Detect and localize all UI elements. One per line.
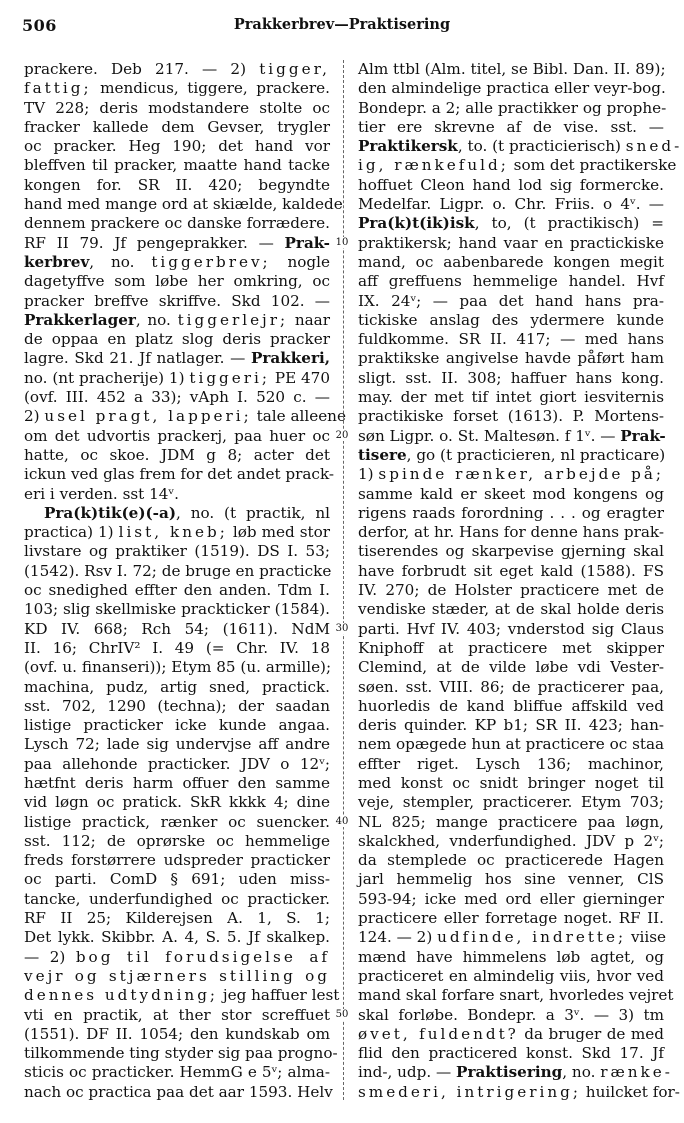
text-segment: fracker kallede dem Gevser, trygler [24,117,330,136]
text-line [358,735,664,754]
headword: Praktisering [456,1063,563,1082]
text-line [24,156,330,175]
text-segment: derfor, at hr. Hans for denne hans prak- [358,523,664,542]
text-segment: practica) 1) [24,523,119,542]
text-segment: PE 470 [270,368,331,387]
text-segment: have forbrudt sit eget kald (1588). FS [358,561,664,580]
text-segment: listige practicker icke kunde angaa. [24,716,330,735]
text-line [358,272,664,291]
text-line [24,1082,333,1102]
text-segment: om det udvortis prackerj, paa huer oc [24,426,330,445]
text-segment: da bruger de med [518,1024,664,1043]
text-line [358,678,664,697]
text-segment: practikiske forset (1613). P. Mortens- [358,407,664,426]
text-segment: jeg haffuer lest [218,986,340,1005]
text-segment: no. (nt pracherije) 1) [24,368,190,387]
line-number: 30 [331,623,353,634]
text-segment: dagetyffve som løbe her omkring, oc [24,272,330,291]
text-segment: den almindelige practica eller veyr-bog. [358,79,666,98]
definition-gloss: øvet, fuldendt? [358,1024,519,1043]
headword: Prak- [284,233,330,252]
text-line [358,1063,673,1082]
text-line [24,658,330,677]
text-segment: livstare og praktiker (1519). DS I. 53; [24,542,330,561]
text-segment: , no. (t practik, nl [176,503,330,522]
text-segment: (ovf. III. 452 a 33); vAph I. 520 c. — [24,388,330,407]
text-line [24,234,330,253]
text-line [358,832,664,851]
text-line [358,581,664,600]
text-line [358,1044,664,1063]
text-line [358,620,664,639]
text-line [358,118,664,137]
text-line [358,504,664,523]
text-segment: søen. sst. VIII. 86; de practicerer paa, [358,677,664,696]
text-line [24,388,330,407]
text-line [24,349,330,368]
text-segment: oc parti. ComD § 691; uden miss- [24,870,330,889]
text-line [24,407,346,426]
definition-gloss: usel pragt, lapperi; [44,407,252,426]
headword: kerbrev [24,252,90,271]
text-segment: paa allehonde practicker. JDV o 12ᵛ; [24,754,330,773]
text-segment: sst. 702, 1290 (techna); der saadan [24,696,330,715]
text-line [24,1063,330,1082]
text-line [358,967,664,986]
text-segment: da stemplede oc practicerede Hagen [358,851,664,870]
text-segment: Lysch 72; lade sig undervjse aff andre [24,735,330,754]
text-segment: — 2) [24,947,76,966]
text-segment: RF II 25; Kilderejsen A. 1, S. 1; [24,909,330,928]
text-line [358,813,664,832]
text-line [358,639,664,658]
text-line [358,1006,664,1025]
text-segment: NL 825; mange practicere paa løgn, [358,812,664,831]
text-line [358,870,664,889]
text-line [358,523,664,542]
text-line [358,311,664,330]
text-segment: hoffuet Cleon hand lod sig formercke. [358,175,664,194]
page-header [22,16,662,38]
text-line [358,446,664,465]
definition-gloss: spinde rænker, arbejde på; [378,465,665,484]
text-segment: mand, oc aabenbarede kongen megit [358,252,664,271]
text-line [358,909,664,928]
text-segment: vendiske stæder, at de skal holde deris [358,600,664,619]
text-line [24,195,343,214]
headword: Prakkerlager [24,310,136,329]
definition-gloss: vejr og stjærners stilling og [24,966,330,985]
text-line [358,948,664,967]
text-segment: huilcket for- [580,1082,680,1101]
text-line [358,716,664,735]
text-line [358,388,664,407]
text-segment: deris quinder. KP b1; SR II. 423; han- [358,716,664,735]
text-line [24,774,330,793]
text-segment: machina, pudz, artig sned, practick. [24,677,330,696]
text-line [24,485,330,504]
text-segment: hætfnt deris harm offuer den samme [24,773,330,792]
text-line [24,176,330,195]
definition-gloss: tiggerlejr; [177,310,289,329]
text-segment: oc pracker. Heg 190; det hand vor [24,137,330,156]
text-line [24,562,330,581]
text-segment: nach oc practica paa det aar 1593. Helv [24,1082,333,1101]
text-segment: KD IV. 668; Rch 54; (1611). NdM [24,619,330,638]
text-line [358,195,664,214]
text-line [358,349,664,368]
text-line [358,465,664,484]
text-line [24,697,330,716]
definition-gloss: sned- [625,137,683,156]
text-segment: nogle [270,252,331,271]
text-segment: skalckhed, vnderfundighed. JDV p 2ᵛ; [358,831,664,850]
text-segment: med konst oc snidt bringer noget til [358,773,664,792]
text-segment: IX. 24ᵛ; — paa det hand hans pra- [358,291,664,310]
text-line [24,253,330,272]
text-segment: Medelfar. Ligpr. o. Chr. Friis. o 4ᵛ. — [358,195,664,214]
text-segment: 593-94; icke med ord eller gierninger [358,889,664,908]
text-line [358,1082,680,1102]
text-line [358,427,664,446]
line-number: 40 [331,816,353,827]
text-line [24,581,330,600]
text-segment: (1542). Rsv I. 72; de bruge en practicke [24,561,332,580]
text-segment: listige practick, rænker oc suencker. [24,812,330,831]
text-segment: Clemind, at de vilde løbe vdi Vester- [358,658,664,677]
text-segment: jarl hemmelig hos sine venner, ClS [358,870,664,889]
text-line [24,523,330,542]
text-segment: prackere. Deb 217. — 2) [24,60,260,78]
text-line [358,774,664,793]
text-line [24,60,330,79]
text-segment: mand skal forfare snart, hvorledes vejret [358,986,674,1005]
text-line [358,292,664,311]
text-segment: tier ere skrevne af de vise. sst. — [358,117,664,136]
text-segment: freds forstørrere udspreder practicker [24,851,330,870]
text-line [24,311,330,330]
text-line [24,620,330,639]
text-line [24,928,330,947]
text-segment: practiceret en almindelig viis, hvor ved [358,966,664,985]
text-segment: TV 228; deris modstandere stolte oc [24,98,330,117]
text-segment: IV. 270; de Holster practicere met de [358,581,664,600]
text-segment: flid den practicered konst. Skd 17. Jf [358,1044,664,1063]
text-segment: practicere eller forretage noget. RF II. [358,909,664,928]
text-line [24,948,330,967]
line-number: 50 [331,1009,353,1020]
text-line [24,504,330,523]
definition-gloss: bog til forudsigelse af [75,947,331,966]
text-line [358,407,664,426]
text-segment: mænd have himmelens løb agtet, og [358,947,664,966]
text-line [24,909,330,928]
text-line [24,813,330,832]
text-line [358,542,664,561]
text-segment: pracker breffve skriffve. Skd 102. — [24,291,330,310]
text-segment: mendicus, tiggere, prackere. [91,79,330,98]
running-head: Prakkerbrev—Praktisering [233,16,451,33]
text-segment: sst. 112; de oprørske oc hemmelige [24,831,330,850]
text-segment: , no. [562,1063,601,1082]
text-line [24,292,330,311]
text-segment: ickun ved glas frem for det andet prack- [24,465,335,484]
text-line [358,986,674,1005]
line-number: 20 [331,430,353,441]
definition-gloss: ig, rænkefuld; [358,156,509,175]
text-line [24,793,330,812]
text-segment: Bondepr. a 2; alle practikker og prophe- [358,98,667,117]
text-line [24,600,330,619]
text-line [358,98,667,118]
text-segment: 1) [358,465,379,484]
text-segment: , no. [89,252,152,271]
text-segment: praktikske angivelse havde påført ham [358,349,664,368]
headword: Pra(k)tik(e)(-a) [44,503,177,522]
text-segment: dennem prackere oc danske forrædere. [24,214,330,233]
text-segment: tiserendes og skarpevise gjerning skal [358,542,664,561]
text-line [358,60,664,79]
line-number: 10 [331,237,353,248]
text-line [358,369,664,388]
text-line [24,1044,338,1063]
text-segment: Kniphoff at practicere met skipper [358,638,664,657]
text-segment: nem opægede hun at practicere oc staa [358,735,665,754]
text-line [24,639,330,658]
text-line [24,986,340,1005]
text-segment: bleffven til pracker, maatte hand tacke [24,156,330,175]
definition-gloss: tiggerbrev; [151,252,271,271]
text-line [358,253,664,272]
text-line [358,156,677,175]
text-line [24,967,330,986]
text-segment: samme kald er skeet mod kongens og [358,484,664,503]
text-line [358,890,664,909]
headword: Pra(k)t(ik)isk [358,214,475,233]
text-line [358,234,664,253]
headword: Prak- [620,426,666,445]
text-segment: vti en practik, at ther stor screffuet [24,1005,330,1024]
text-segment: tale alleene [251,407,346,426]
text-line [358,562,664,581]
text-segment: kongen for. SR II. 420; begyndte [24,175,330,194]
text-segment: tancke, underfundighed oc practicker. [24,889,330,908]
right-column [358,60,683,1102]
text-segment: veje, stempler, practicerer. Etym 703; [358,793,664,812]
text-segment: viise [626,928,667,947]
headword: tisere [358,445,407,464]
text-line [358,330,664,349]
text-segment: eri i verden. sst 14ᵛ. [24,484,179,503]
text-segment: vid løgn oc pratick. SkR kkkk 4; dine [24,793,330,812]
text-line [358,137,683,156]
text-line [358,1025,664,1044]
headword: Praktikersk [358,137,458,156]
text-segment: hand med mange ord at skiælde, kaldede [24,195,343,214]
text-segment: lagre. Skd 21. Jf natlager. — [24,349,251,368]
text-segment: praktikersk; hand vaar en practickiske [358,233,664,252]
text-line [24,427,330,446]
text-line [24,99,330,118]
text-line [24,330,330,349]
text-segment: , go (t practicieren, nl practicare) [406,445,666,464]
text-segment: tickiske anslag des ydermere kunde [358,310,664,329]
text-line [358,214,664,233]
definition-gloss: tiggeri; [189,368,270,387]
text-segment: 2) [24,407,45,426]
text-line [358,176,664,195]
text-segment: Alm ttbl (Alm. titel, se Bibl. Dan. II. 89); [358,60,666,78]
text-segment: II. 16; ChrIV² I. 49 (= Chr. IV. 18 [24,638,330,657]
text-segment: huorledis de kand bliffue affskild ved [358,696,664,715]
text-line [24,272,330,291]
text-line [358,851,664,870]
text-line [24,118,330,137]
text-segment: som det practikerske [508,156,677,175]
definition-gloss: fattig; [24,79,92,98]
text-segment: (ovf. u. finanseri)); Etym 85 (u. armille); [24,658,332,677]
text-line [24,890,330,909]
text-line [24,832,330,851]
text-segment: (1551). DF II. 1054; den kundskab om [24,1024,330,1043]
text-segment: rigens raads forordning . . . og eragter [358,503,664,522]
definition-gloss: list, kneb; [118,523,228,542]
text-line [24,870,330,889]
text-segment: , to. (t practicierisch) [457,137,626,156]
text-line [24,678,330,697]
text-line [358,485,664,504]
text-line [24,79,330,98]
text-line [24,137,330,156]
text-segment: hatte, oc skoe. JDM g 8; acter det [24,445,330,464]
text-segment: Det lykk. Skibbr. A. 4, S. 5. Jf skalkep. [24,928,330,947]
text-segment: sticis oc practicker. HemmG e 5ᵛ; alma- [24,1063,330,1082]
text-line [24,851,330,870]
headword: Prakkeri, [250,349,330,368]
text-line [358,697,664,716]
column-divider [343,60,344,1100]
text-line [24,214,330,233]
text-segment: fuldkomme. SR II. 417; — med hans [358,330,664,349]
text-segment: 124. — 2) [358,928,438,947]
text-segment: ind-, udp. — [358,1063,457,1082]
text-segment: may. der met tif intet giort iesviternis [358,388,664,407]
text-line [358,658,664,677]
text-line [24,716,330,735]
page-number: 506 [22,16,57,35]
text-segment: tilkommende ting styder sig paa progno- [24,1044,338,1063]
text-segment: sligt. sst. II. 308; haffuer hans kong. [358,368,664,387]
text-segment: , to, (t practikisch) = [474,214,664,233]
definition-gloss: tigger, [259,60,330,78]
text-line [358,600,664,619]
text-line [24,369,330,388]
text-segment: søn Ligpr. o. St. Maltesøn. f 1ᵛ. — [358,426,621,445]
text-line [24,1025,330,1044]
text-segment: skal forløbe. Bondepr. a 3ᵛ. — 3) tm [358,1005,664,1024]
text-segment: de oppaa en platz slog deris pracker [24,330,330,349]
text-segment: , no. [135,310,178,329]
text-line [24,446,330,465]
text-segment: oc snedighed effter den anden. Tdm I. [24,581,330,600]
text-segment: effter riget. Lysch 136; machinor, [358,754,664,773]
text-segment: 103; slig skellmiske prackticker (1584). [24,600,330,619]
text-segment: løb med stor [227,523,331,542]
text-segment: RF II 79. Jf pengeprakker. — [24,233,285,252]
definition-gloss: dennes udtydning; [24,986,219,1005]
text-segment: parti. Hvf IV. 403; vnderstod sig Claus [358,619,664,638]
definition-gloss: rænke- [600,1063,673,1082]
text-line [24,1006,330,1025]
text-line [358,755,664,774]
text-line [24,542,330,561]
text-segment: naar [288,310,330,329]
text-line [358,793,664,812]
definition-gloss: udfinde, indrette; [437,928,627,947]
text-line [24,465,335,484]
text-line [358,928,667,947]
text-segment: aff greffuens hemmelige handel. Hvf [358,272,664,291]
definition-gloss: smederi, intrigering; [358,1082,581,1101]
text-line [24,735,330,754]
text-line [24,755,330,774]
text-line [358,79,664,98]
